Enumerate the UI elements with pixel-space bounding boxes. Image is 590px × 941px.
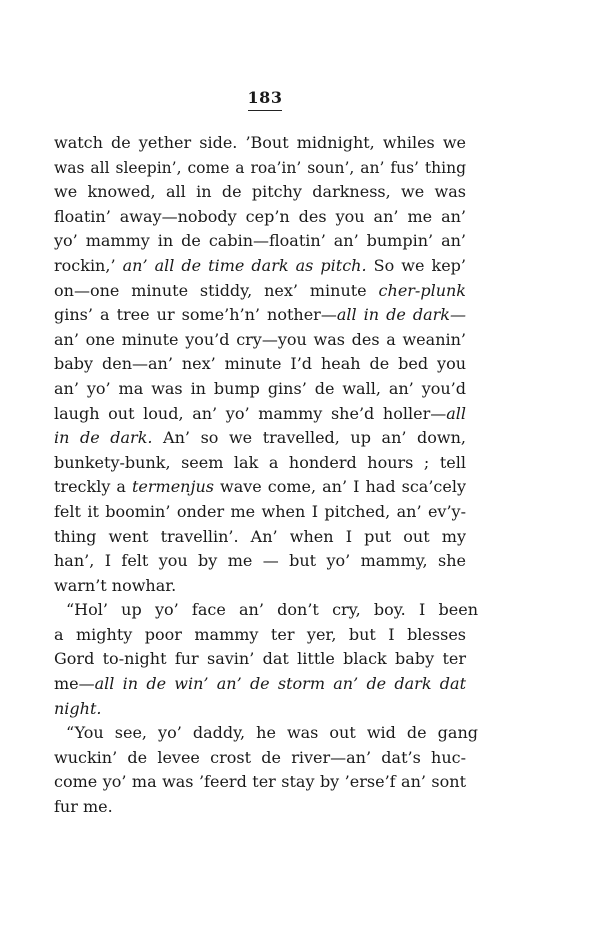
text-line: laugh out loud, an’ yo’ mammy she’d holler—all	[54, 403, 466, 423]
body-text	[54, 131, 478, 820]
text-line: gins’ a tree ur some’h’n’ nother—all in de dark—	[54, 305, 466, 325]
text-line: floatin’ away—nobody cep’n des you an’ me an’	[54, 206, 466, 226]
text-line: was all sleepin’, come a roa’in’ soun’, an’ fus’ thing	[54, 158, 466, 177]
italic-text: all	[446, 403, 466, 423]
text-line: in de dark. An’ so we travelled, up an’ down,	[54, 428, 466, 448]
italic-text: all in de dark—	[336, 305, 466, 325]
text-line: thing went travellin’. An’ when I put out my	[54, 526, 466, 546]
italic-text: in de dark.	[54, 428, 153, 448]
text-line: treckly a termenjus wave come, an’ I had sca’cely	[54, 477, 466, 497]
text-line: an’ yo’ ma was in bump gins’ de wall, an’ you’d	[54, 378, 466, 398]
text-line: “Hol’ up yo’ face an’ don’t cry, boy. I been	[66, 600, 478, 620]
text-line: han’, I felt you by me — but yo’ mammy, she	[54, 551, 466, 571]
italic-text: termenjus	[131, 477, 214, 497]
paragraph	[54, 131, 466, 598]
text-line: me—all in de win’ an’ de storm an’ de dark dat	[54, 674, 466, 694]
italic-text: cher-plunk	[378, 280, 466, 300]
italic-text: night.	[54, 698, 102, 718]
text-line: come yo’ ma was ’feerd ter stay by ’erse’f an’ sont	[54, 772, 466, 792]
italic-text: all in de win’ an’ de storm an’ de dark dat	[94, 674, 466, 694]
text-line: fur me.	[54, 797, 113, 817]
text-line: baby den—an’ nex’ minute I’d heah de bed you	[54, 354, 466, 374]
text-line: we knowed, all in de pitchy darkness, we was	[54, 182, 466, 202]
text-line: felt it boomin’ onder me when I pitched, an’ ev’y-	[54, 501, 466, 521]
text-line: watch de yether side. ’Bout midnight, whiles we	[54, 133, 466, 152]
text-line	[54, 697, 466, 722]
text-line: a mighty poor mammy ter yer, but I blesses	[54, 624, 466, 644]
text-line: an’ one minute you’d cry—you was des a weanin’	[54, 329, 466, 349]
text-line: bunkety-bunk, seem lak a honderd hours ; tell	[54, 452, 466, 472]
italic-text: an’ all de time dark as pitch.	[122, 255, 367, 275]
text-line: wuckin’ de levee crost de river—an’ dat’s huc-	[54, 747, 466, 767]
paragraph	[54, 598, 478, 721]
text-line: yo’ mammy in de cabin—floatin’ an’ bumpin’ an’	[54, 231, 466, 251]
text-line: on—one minute stiddy, nex’ minute cher-plunk	[54, 280, 466, 300]
text-line: rockin,’ an’ all de time dark as pitch. So we kep’	[54, 255, 466, 275]
paragraph	[54, 721, 478, 819]
text-line: Gord to-night fur savin’ dat little black baby ter	[54, 649, 466, 669]
text-line: warn’t nowhar.	[54, 575, 177, 595]
text-line: “You see, yo’ daddy, he was out wid de gang	[66, 723, 478, 743]
page-number-rule	[248, 110, 282, 111]
page-number: 183	[247, 88, 283, 107]
